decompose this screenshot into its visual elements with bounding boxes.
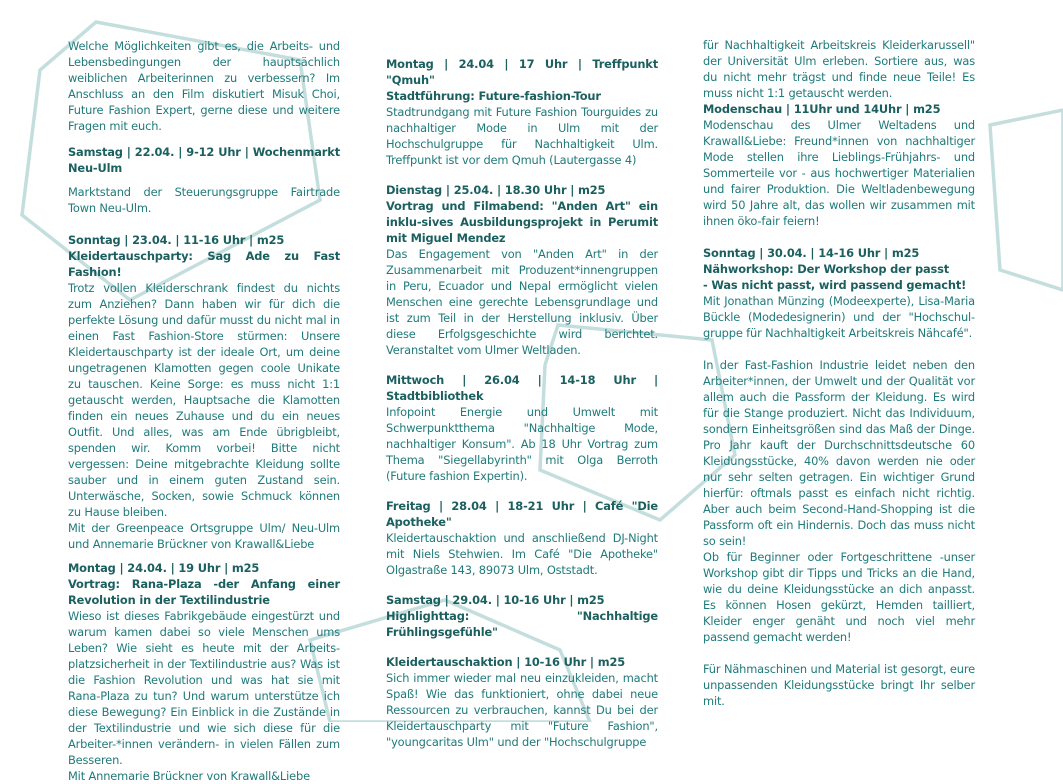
event-body: Sich immer wieder mal neu einzukleiden, macht Spaß! Wie das funktioniert, ohne dabei neue Ressourcen zu verbrauchen, kannst Du bei der Kleidertauschparty mit "Future Fashion", "youngcaritas Ulm" und der "Hochschulgruppe bbox=[386, 671, 658, 749]
event-body: Mit Jonathan Münzing (Modeexperte), Lisa-Maria Bückle (Modedesignerin) und der "Hochschul-gruppe für Nachhaltigkeit Arbeitskreis Nähcafé". bbox=[703, 294, 975, 340]
event-heading: Dienstag | 25.04. | 18.30 Uhr | m25 bbox=[386, 183, 606, 197]
event-title: Nähworkshop: Der Workshop der passt bbox=[703, 262, 950, 276]
column-middle bbox=[386, 56, 658, 750]
event-body: Stadtrundgang mit Future Fashion Tourguides zu nachhaltiger Mode in Ulm mit der Hochschulgruppe für Nachhaltigkeit Ulm. Treffpunkt ist vor dem Qmuh (Lautergasse 4) bbox=[386, 105, 658, 167]
event-body: Mit der Greenpeace Ortsgruppe Ulm/ Neu-Ulm und Annemarie Brückner von Krawall&Liebe bbox=[68, 521, 340, 551]
intro-paragraph: Welche Möglichkeiten gibt es, die Arbeits- und Lebensbedingungen der hauptsächlich weiblichen Arbeiterinnen zu verbessern? Im Anschluss an den Film diskutiert Misuk Choi, Future Fashion Expert, gerne diese und weitere Fragen mit euch. bbox=[68, 39, 340, 133]
event-title: Vortrag: Rana-Plaza -der Anfang einer Revolution in der Textilindustrie bbox=[68, 577, 340, 607]
column-left bbox=[68, 38, 340, 784]
event-heading: Freitag | 28.04 | 18-21 Uhr | Café "Die Apotheke" bbox=[386, 499, 658, 529]
event-title: Kleidertauschparty: Sag Ade zu Fast Fashion! bbox=[68, 249, 340, 279]
event-body: In der Fast-Fashion Industrie leidet neben den Arbeiter*innen, der Umwelt und der Qualität vor allem auch die Passform der Kleidung. Es wird für die Stange produziert. Nicht das Individuum, sondern Einheitsgrößen sind das Maß der Dinge. Pro Jahr kauft der Durchschnittsdeutsche 60 Kleidungsstücke, 40% davon werden nie oder nur sehr selten getragen. Ein wichtiger Grund hierfür: oftmals passt es einfach nicht richtig. Aber auch beim Second-Hand-Shopping ist die Passform oft ein Hindernis. Doch das muss nicht so sein! bbox=[703, 358, 975, 548]
hexagon-shape bbox=[990, 110, 1063, 290]
event-heading: Samstag | 29.04. | 10-16 Uhr | m25 bbox=[386, 593, 605, 607]
event-heading: Samstag | 22.04. | 9-12 Uhr | Wochenmarkt Neu-Ulm bbox=[68, 145, 340, 175]
event-body: Mit Annemarie Brückner von Krawall&Liebe bbox=[68, 769, 310, 783]
event-heading: Mittwoch | 26.04 | 14-18 Uhr | Stadtbibliothek bbox=[386, 373, 658, 403]
event-body: Wieso ist dieses Fabrikgebäude eingestürzt und warum kamen dabei so viele Menschen ums Leben? Wie sieht es heute mit der Arbeits-platzsicherheit in der Textilindustrie aus? Was ist die Fashion Revolution und was hat sie mit Rana-Plaza zu tun? Und warum unterstütze ich diese Bewegung? Ein Einblick in die Zustände in der Textilindustrie und wie sich diese für die Arbeiter-*innen verändern- in vielen Fällen zum Besseren. bbox=[68, 609, 340, 767]
event-body: für Nachhaltigkeit Arbeitskreis Kleiderkarussell" der Universität Ulm erleben. Sortiere aus, was du nicht mehr trägst und finde neue Teile! Es muss nicht 1:1 getauscht werden. bbox=[703, 38, 975, 100]
event-heading: Montag | 24.04. | 19 Uhr | m25 bbox=[68, 561, 260, 575]
event-body: Für Nähmaschinen und Material ist gesorgt, eure unpassenden Kleidungsstücke bringt Ihr selber mit. bbox=[703, 662, 975, 708]
event-body: Marktstand der Steuerungsgruppe Fairtrade Town Neu-Ulm. bbox=[68, 185, 340, 215]
event-heading: Kleidertauschaktion | 10-16 Uhr | m25 bbox=[386, 655, 626, 669]
event-heading: Sonntag | 30.04. | 14-16 Uhr | m25 bbox=[703, 246, 920, 260]
event-title: Highlighttag: "Nachhaltige Frühlingsgefühle" bbox=[386, 609, 658, 639]
event-body: Trotz vollen Kleiderschrank findest du nichts zum Anziehen? Dann haben wir für dich die perfekte Lösung und dafür musst du nicht mal in einen Fast Fashion-Store stürmen: Unsere Kleidertauschparty ist der ideale Ort, um deine ungetragenen Klamotten gegen coole Unikate zu tauschen. Keine Sorge: es muss nicht 1:1 getauscht werden, Hauptsache die Klamotten finden ein neues Zuhause und du ein neues Outfit. Und alles, was am Ende übrigbleibt, spenden wir. Komm vorbei! Bitte nicht vergessen: Deine mitgebrachte Kleidung sollte sauber und in einem guten Zustand sein. Unterwäsche, Socken, sowie Schmuck können zu Hause bleiben. bbox=[68, 281, 340, 519]
event-body: Ob für Beginner oder Fortgeschrittene -unser Workshop gibt dir Tipps und Tricks an die Hand, wie du deine Kleidungsstücke an dich anpasst. Es können Hosen gekürzt, Hemden tailliert, Kleider enger genäht und noch viel mehr passend gemacht werden! bbox=[703, 550, 975, 644]
event-body: Kleidertauschaktion und anschließend DJ-Night mit Niels Stehwien. Im Café "Die Apotheke" Olgastraße 143, 89073 Ulm, Oststadt. bbox=[386, 531, 658, 577]
event-title: Vortrag und Filmabend: "Anden Art" ein inklu-sives Ausbildungsprojekt in Perumit mit Miguel Mendez bbox=[386, 199, 658, 245]
event-body: Infopoint Energie und Umwelt mit Schwerpunktthema "Nachhaltige Mode, nachhaltiger Konsum". Ab 18 Uhr Vortrag zum Thema "Siegellabyrinth" mit Olga Berroth (Future fashion Expertin). bbox=[386, 405, 658, 483]
event-title: - Was nicht passt, wird passend gemacht! bbox=[703, 278, 967, 292]
event-heading: Sonntag | 23.04. | 11-16 Uhr | m25 bbox=[68, 233, 285, 247]
event-heading: Montag | 24.04 | 17 Uhr | Treffpunkt "Qmuh" bbox=[386, 57, 658, 87]
event-body: Modenschau des Ulmer Weltadens und Krawall&Liebe: Freund*innen von nachhaltiger Mode stellen ihre Lieblings-Frühjahrs- und Sommerteile vor - aus hochwertiger Materialien und fairer Produktion. Die Weltladenbewegung wird 50 Jahre alt, das wollen wir zusammen mit ihnen öko-fair feiern! bbox=[703, 118, 975, 228]
event-body: Das Engagement von "Anden Art" in der Zusammenarbeit mit Produzent*innengruppen in Peru, Ecuador und Nepal ermöglicht vielen Menschen eine gerechte Lebensgrundlage und ist zum Teil in der Herstellung inklusiv. Über diese Erfolgsgeschichte wird berichtet. Veranstaltet vom Ulmer Weltladen. bbox=[386, 247, 658, 357]
event-heading: Modenschau | 11Uhr und 14Uhr | m25 bbox=[703, 102, 941, 116]
event-title: Stadtführung: Future-fashion-Tour bbox=[386, 89, 601, 103]
column-right bbox=[703, 37, 975, 709]
